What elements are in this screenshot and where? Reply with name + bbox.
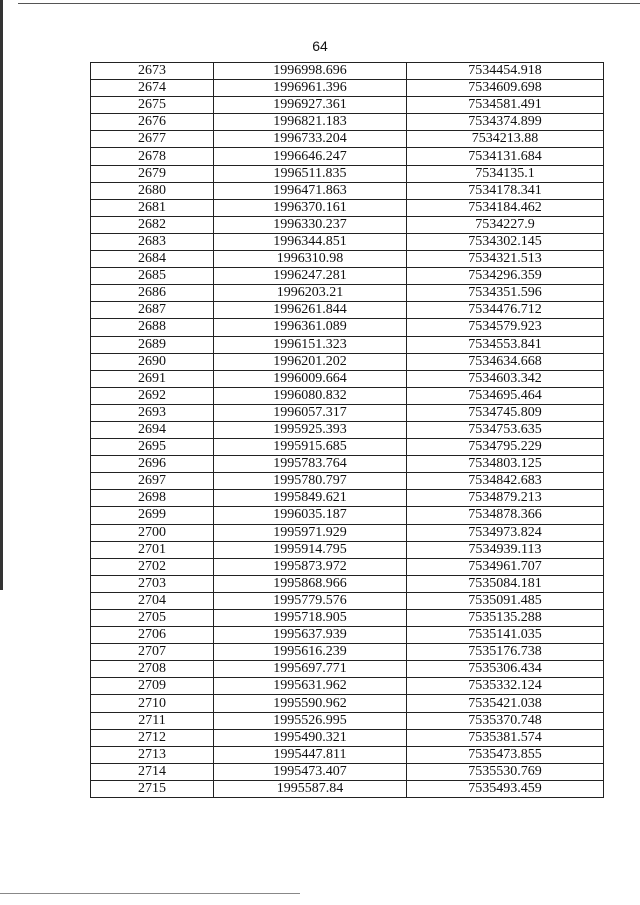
y-coordinate-cell: 7534302.145 [407,233,604,250]
table-row [91,695,604,712]
scan-edge-top [18,3,640,4]
table-row [91,114,604,131]
point-number-cell: 2713 [91,746,214,763]
table-row [91,729,604,746]
y-coordinate-cell: 7534321.513 [407,251,604,268]
x-coordinate-cell: 1996080.832 [214,387,407,404]
y-coordinate-cell: 7535530.769 [407,763,604,780]
point-number-cell: 2707 [91,644,214,661]
y-coordinate-cell: 7534351.596 [407,285,604,302]
table-row [91,148,604,165]
table-row [91,199,604,216]
y-coordinate-cell: 7535091.485 [407,592,604,609]
table-row [91,285,604,302]
x-coordinate-cell: 1996261.844 [214,302,407,319]
y-coordinate-cell: 7534227.9 [407,216,604,233]
y-coordinate-cell: 7534695.464 [407,387,604,404]
y-coordinate-cell: 7534454.918 [407,63,604,80]
x-coordinate-cell: 1995616.239 [214,644,407,661]
point-number-cell: 2699 [91,507,214,524]
x-coordinate-cell: 1995590.962 [214,695,407,712]
point-number-cell: 2681 [91,199,214,216]
x-coordinate-cell: 1995473.407 [214,763,407,780]
x-coordinate-cell: 1996733.204 [214,131,407,148]
table-row [91,610,604,627]
scan-edge-left [0,0,3,590]
y-coordinate-cell: 7534745.809 [407,404,604,421]
table-row [91,661,604,678]
x-coordinate-cell: 1995587.84 [214,780,407,797]
y-coordinate-cell: 7535421.038 [407,695,604,712]
y-coordinate-cell: 7534476.712 [407,302,604,319]
point-number-cell: 2690 [91,353,214,370]
y-coordinate-cell: 7535493.459 [407,780,604,797]
y-coordinate-cell: 7534603.342 [407,370,604,387]
x-coordinate-cell: 1995868.966 [214,575,407,592]
point-number-cell: 2703 [91,575,214,592]
point-number-cell: 2688 [91,319,214,336]
table-row [91,678,604,695]
point-number-cell: 2673 [91,63,214,80]
point-number-cell: 2715 [91,780,214,797]
table-row [91,763,604,780]
y-coordinate-cell: 7535381.574 [407,729,604,746]
x-coordinate-cell: 1996821.183 [214,114,407,131]
x-coordinate-cell: 1996646.247 [214,148,407,165]
point-number-cell: 2698 [91,490,214,507]
x-coordinate-cell: 1995447.811 [214,746,407,763]
x-coordinate-cell: 1996344.851 [214,233,407,250]
point-number-cell: 2709 [91,678,214,695]
x-coordinate-cell: 1996247.281 [214,268,407,285]
y-coordinate-cell: 7534634.668 [407,353,604,370]
table-row [91,507,604,524]
y-coordinate-cell: 7534178.341 [407,182,604,199]
y-coordinate-cell: 7534803.125 [407,456,604,473]
x-coordinate-cell: 1996927.361 [214,97,407,114]
x-coordinate-cell: 1995631.962 [214,678,407,695]
y-coordinate-cell: 7534213.88 [407,131,604,148]
table-row [91,353,604,370]
x-coordinate-cell: 1996035.187 [214,507,407,524]
point-number-cell: 2711 [91,712,214,729]
point-number-cell: 2679 [91,165,214,182]
x-coordinate-cell: 1996361.089 [214,319,407,336]
point-number-cell: 2676 [91,114,214,131]
point-number-cell: 2684 [91,251,214,268]
y-coordinate-cell: 7534609.698 [407,80,604,97]
x-coordinate-cell: 1996511.835 [214,165,407,182]
table-row [91,268,604,285]
table-row [91,233,604,250]
x-coordinate-cell: 1996057.317 [214,404,407,421]
point-number-cell: 2680 [91,182,214,199]
y-coordinate-cell: 7534184.462 [407,199,604,216]
x-coordinate-cell: 1995697.771 [214,661,407,678]
x-coordinate-cell: 1995915.685 [214,439,407,456]
x-coordinate-cell: 1996370.161 [214,199,407,216]
point-number-cell: 2714 [91,763,214,780]
point-number-cell: 2706 [91,627,214,644]
table-row [91,644,604,661]
table-row [91,592,604,609]
y-coordinate-cell: 7535306.434 [407,661,604,678]
point-number-cell: 2682 [91,216,214,233]
y-coordinate-cell: 7535332.124 [407,678,604,695]
point-number-cell: 2702 [91,558,214,575]
table-row [91,131,604,148]
x-coordinate-cell: 1996471.863 [214,182,407,199]
y-coordinate-cell: 7534579.923 [407,319,604,336]
table-row [91,302,604,319]
point-number-cell: 2694 [91,421,214,438]
point-number-cell: 2704 [91,592,214,609]
point-number-cell: 2696 [91,456,214,473]
point-number-cell: 2708 [91,661,214,678]
table-row [91,541,604,558]
table-row [91,404,604,421]
y-coordinate-cell: 7534131.684 [407,148,604,165]
point-number-cell: 2691 [91,370,214,387]
table-row [91,336,604,353]
y-coordinate-cell: 7535176.738 [407,644,604,661]
point-number-cell: 2685 [91,268,214,285]
point-number-cell: 2705 [91,610,214,627]
y-coordinate-cell: 7534878.366 [407,507,604,524]
coordinates-table [90,62,604,798]
y-coordinate-cell: 7534296.359 [407,268,604,285]
y-coordinate-cell: 7534879.213 [407,490,604,507]
y-coordinate-cell: 7535141.035 [407,627,604,644]
point-number-cell: 2678 [91,148,214,165]
x-coordinate-cell: 1995873.972 [214,558,407,575]
coordinates-table-body [91,63,604,798]
point-number-cell: 2701 [91,541,214,558]
table-row [91,97,604,114]
point-number-cell: 2674 [91,80,214,97]
y-coordinate-cell: 7534939.113 [407,541,604,558]
y-coordinate-cell: 7534553.841 [407,336,604,353]
x-coordinate-cell: 1996961.396 [214,80,407,97]
table-row [91,251,604,268]
x-coordinate-cell: 1995526.995 [214,712,407,729]
x-coordinate-cell: 1995783.764 [214,456,407,473]
point-number-cell: 2683 [91,233,214,250]
y-coordinate-cell: 7534753.635 [407,421,604,438]
point-number-cell: 2697 [91,473,214,490]
y-coordinate-cell: 7534795.229 [407,439,604,456]
table-row [91,746,604,763]
x-coordinate-cell: 1995971.929 [214,524,407,541]
table-row [91,524,604,541]
y-coordinate-cell: 7535084.181 [407,575,604,592]
table-row [91,558,604,575]
x-coordinate-cell: 1996151.323 [214,336,407,353]
table-row [91,370,604,387]
y-coordinate-cell: 7534581.491 [407,97,604,114]
x-coordinate-cell: 1995780.797 [214,473,407,490]
x-coordinate-cell: 1995779.576 [214,592,407,609]
x-coordinate-cell: 1995637.939 [214,627,407,644]
point-number-cell: 2712 [91,729,214,746]
scan-edge-bottom [0,893,300,894]
table-row [91,80,604,97]
x-coordinate-cell: 1995718.905 [214,610,407,627]
point-number-cell: 2689 [91,336,214,353]
point-number-cell: 2686 [91,285,214,302]
x-coordinate-cell: 1996009.664 [214,370,407,387]
table-row [91,490,604,507]
table-row [91,421,604,438]
x-coordinate-cell: 1996310.98 [214,251,407,268]
point-number-cell: 2675 [91,97,214,114]
table-row [91,780,604,797]
y-coordinate-cell: 7534374.899 [407,114,604,131]
y-coordinate-cell: 7534973.824 [407,524,604,541]
table-row [91,456,604,473]
table-row [91,387,604,404]
y-coordinate-cell: 7534842.683 [407,473,604,490]
table-row [91,216,604,233]
point-number-cell: 2693 [91,404,214,421]
table-row [91,439,604,456]
point-number-cell: 2692 [91,387,214,404]
x-coordinate-cell: 1996203.21 [214,285,407,302]
point-number-cell: 2687 [91,302,214,319]
x-coordinate-cell: 1995925.393 [214,421,407,438]
page-number: 64 [312,38,328,54]
y-coordinate-cell: 7535370.748 [407,712,604,729]
x-coordinate-cell: 1995849.621 [214,490,407,507]
x-coordinate-cell: 1995490.321 [214,729,407,746]
table-row [91,473,604,490]
point-number-cell: 2710 [91,695,214,712]
x-coordinate-cell: 1996201.202 [214,353,407,370]
table-row [91,319,604,336]
table-row [91,182,604,199]
table-row [91,575,604,592]
y-coordinate-cell: 7535135.288 [407,610,604,627]
x-coordinate-cell: 1995914.795 [214,541,407,558]
table-row [91,712,604,729]
table-row [91,627,604,644]
table-row [91,63,604,80]
table-row [91,165,604,182]
point-number-cell: 2677 [91,131,214,148]
y-coordinate-cell: 7534961.707 [407,558,604,575]
x-coordinate-cell: 1996998.696 [214,63,407,80]
point-number-cell: 2695 [91,439,214,456]
y-coordinate-cell: 7535473.855 [407,746,604,763]
y-coordinate-cell: 7534135.1 [407,165,604,182]
point-number-cell: 2700 [91,524,214,541]
x-coordinate-cell: 1996330.237 [214,216,407,233]
